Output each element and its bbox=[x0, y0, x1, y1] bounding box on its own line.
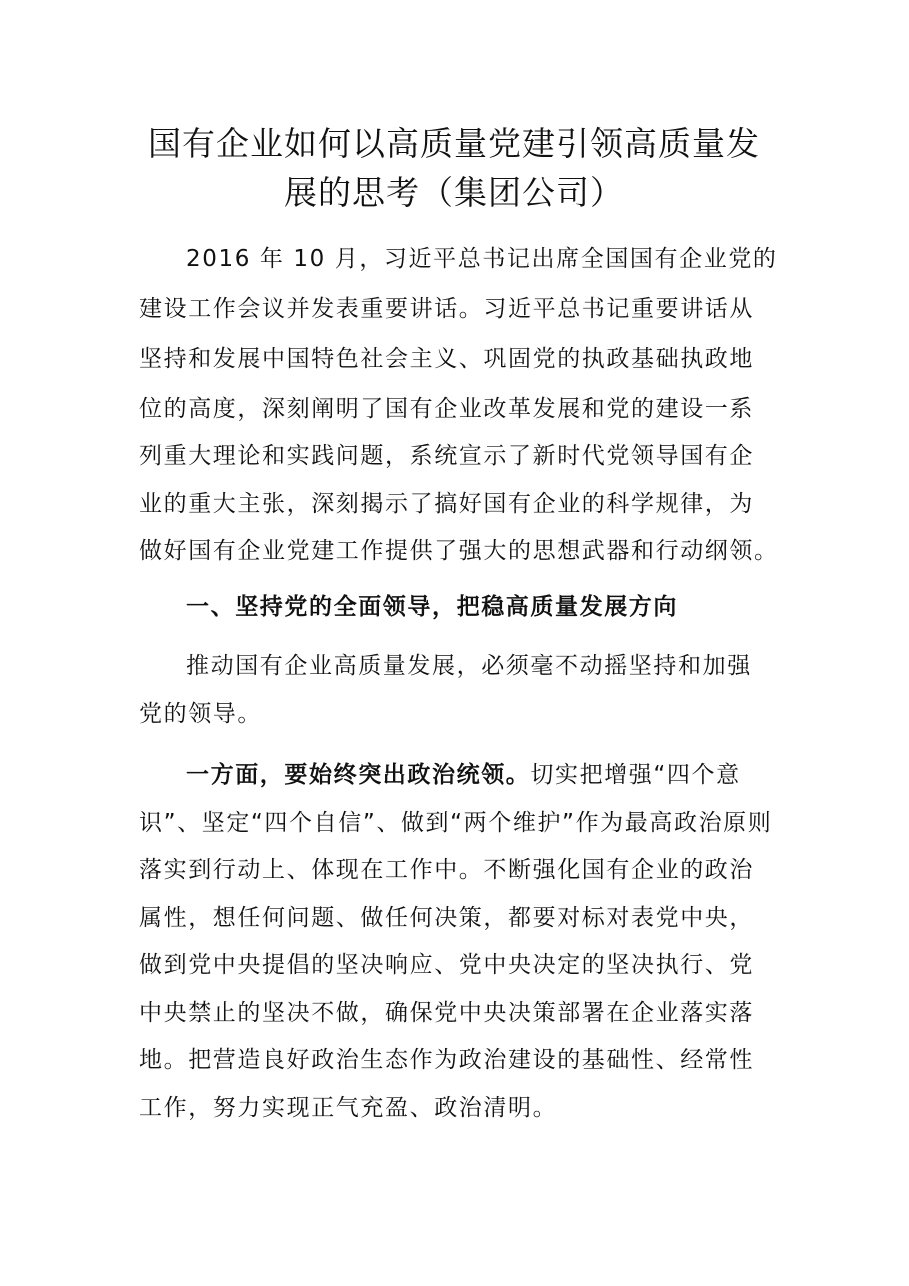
paragraph-2-line-2: 党的领导。 bbox=[139, 701, 262, 727]
paragraph-3-line-5: 做到党中央提倡的坚决响应、党中央决定的坚决执行、党 bbox=[139, 952, 754, 978]
document-title-line-2: 展的思考（集团公司） bbox=[284, 173, 624, 212]
paragraph-1-line-6: 业的重大主张，深刻揭示了搞好国有企业的科学规律，为 bbox=[139, 491, 754, 517]
paragraph-3-line-7: 地。把营造良好政治生态作为政治建设的基础性、经常性 bbox=[139, 1047, 754, 1073]
paragraph-3-line-6: 中央禁止的坚决不做，确保党中央决策部署在企业落实落 bbox=[139, 1000, 754, 1026]
paragraph-3-line-4: 属性，想任何问题、做任何决策，都要对标对表党中央， bbox=[139, 905, 754, 931]
paragraph-1-line-2: 建设工作会议并发表重要讲话。习近平总书记重要讲话从 bbox=[139, 296, 754, 322]
paragraph-3-first-line-rest: 切实把增强“四个意 bbox=[530, 762, 741, 788]
paragraph-1-line-7: 做好国有企业党建工作提供了强大的思想武器和行动纲领。 bbox=[139, 538, 779, 564]
paragraph-3-line-2: 识”、坚定“四个自信”、做到“两个维护”作为最高政治原则 bbox=[139, 810, 773, 836]
paragraph-3-line-8: 工作，努力实现正气充盈、政治清明。 bbox=[139, 1095, 558, 1121]
paragraph-2-line-1: 推动国有企业高质量发展，必须毫不动摇坚持和加强 bbox=[186, 653, 752, 679]
paragraph-1-line-5: 列重大理论和实践问题，系统宣示了新时代党领导国有企 bbox=[139, 443, 754, 469]
paragraph-3-line-3: 落实到行动上、体现在工作中。不断强化国有企业的政治 bbox=[139, 857, 754, 883]
section-heading-1: 一、坚持党的全面领导，把稳高质量发展方向 bbox=[186, 594, 678, 620]
document-title-line-1: 国有企业如何以高质量党建引领高质量发 bbox=[148, 124, 760, 163]
paragraph-3-line-1 bbox=[186, 758, 741, 792]
paragraph-3-bold-lead: 一方面，要始终突出政治统领。 bbox=[186, 762, 531, 788]
paragraph-1-line-4: 位的高度，深刻阐明了国有企业改革发展和党的建设一系 bbox=[139, 396, 754, 422]
paragraph-1-line-1: 2016 年 10 月，习近平总书记出席全国国有企业党的 bbox=[186, 246, 778, 272]
paragraph-1-line-3: 坚持和发展中国特色社会主义、巩固党的执政基础执政地 bbox=[139, 346, 754, 372]
